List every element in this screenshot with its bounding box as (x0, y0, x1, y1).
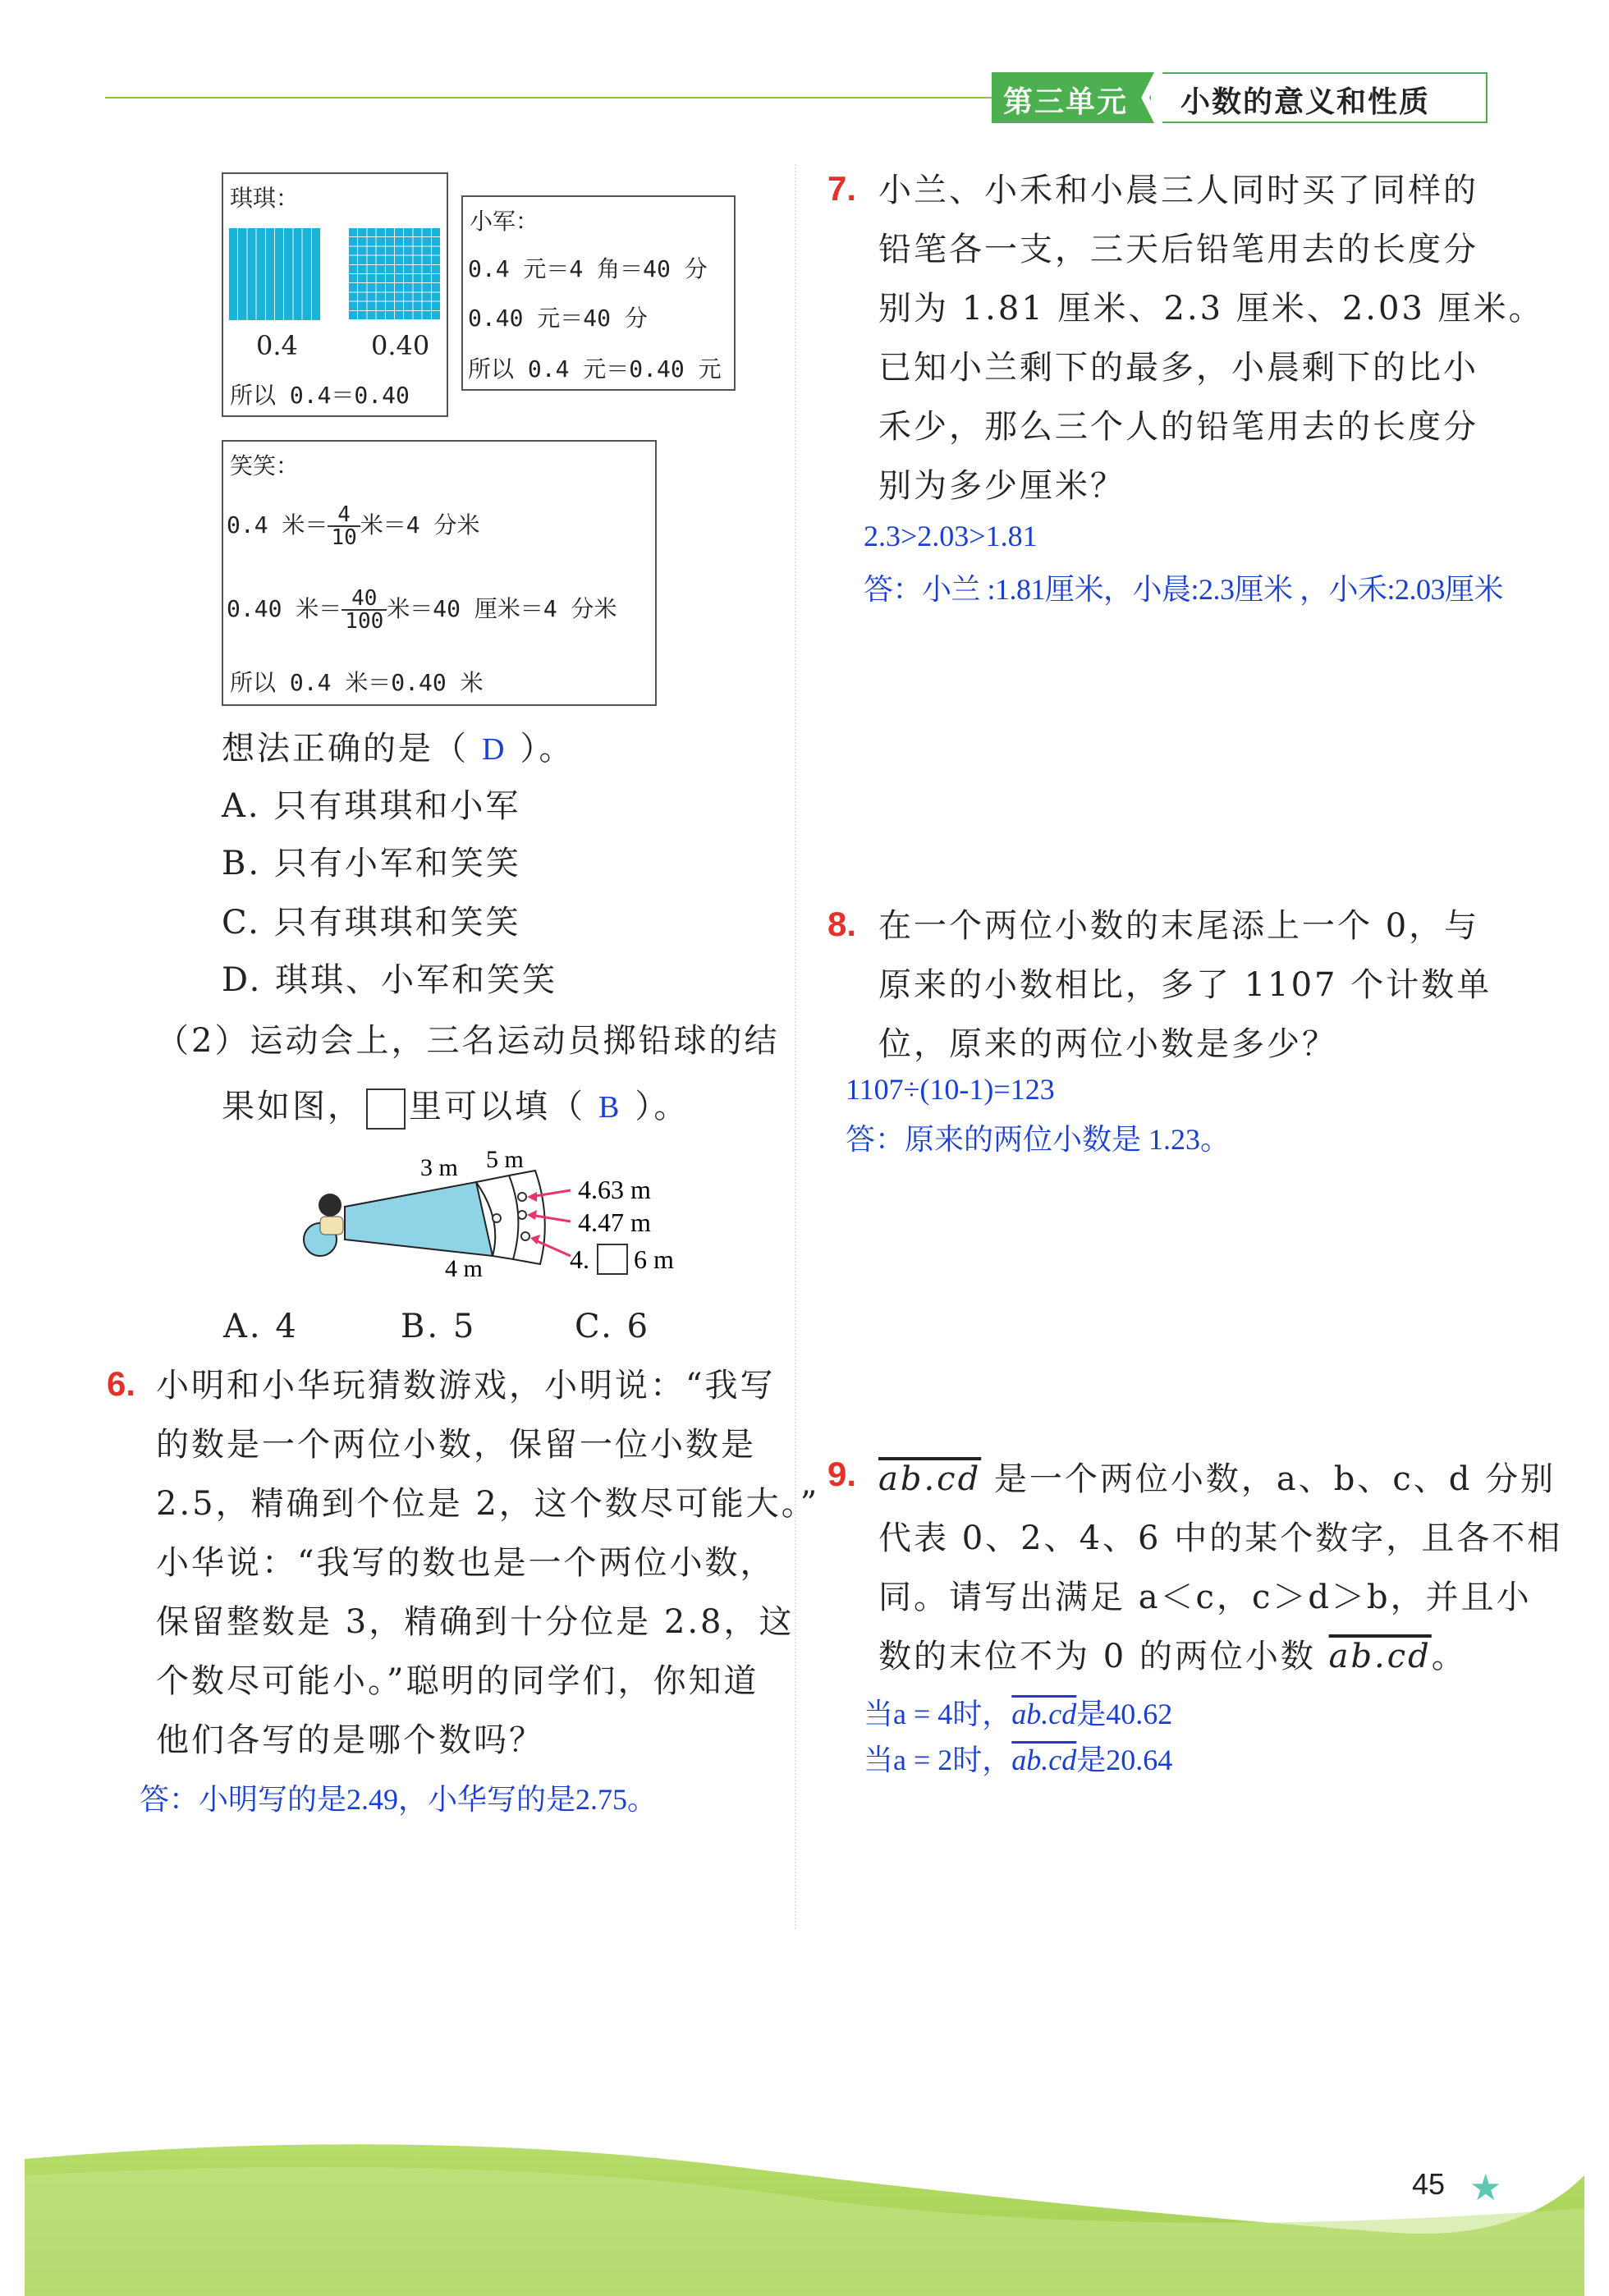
result-2: 4.47 m (578, 1208, 651, 1237)
xiaoxiao-l2-num: 40 (342, 588, 387, 611)
q5-1-option-b: B. 只有小军和笑笑 (222, 845, 521, 882)
q8-line-3: 位，原来的两位小数是多少？ (878, 1025, 1337, 1063)
q5-2-line2-post: ）。 (635, 1088, 690, 1125)
xiaojun-box (461, 195, 736, 391)
label-5m: 5 m (486, 1149, 524, 1173)
q8-number: 8. (827, 905, 857, 943)
q6-answer: 答：小明写的是2.49，小华写的是2.75。 (140, 1783, 658, 1816)
q9-answer-2 (864, 1737, 1172, 1779)
q5-2-line2-pre: 果如图， (222, 1088, 363, 1125)
athlete-body (320, 1217, 343, 1235)
xiaojun-title: 小军： (470, 208, 539, 235)
xiaojun-line3: 所以 0.4 元＝0.40 元 (468, 355, 722, 383)
q9-ans1-abcd: ab.cd (1011, 1698, 1077, 1730)
xiaoxiao-line1 (227, 504, 479, 548)
q9-ans2-abcd: ab.cd (1011, 1744, 1077, 1776)
q8-line-2: 原来的小数相比，多了 1107 个计数单 (878, 966, 1492, 1004)
q8-answer-1: 1107÷(10-1)=123 (846, 1073, 1055, 1106)
q7-line-4: 已知小兰剩下的最多，小晨剩下的比小 (878, 349, 1478, 387)
q5-1-answer: D (482, 732, 507, 767)
q9-line-3: 同。请写出满足 a＜c，c＞d＞b，并且小 (878, 1579, 1532, 1616)
q7-line-5: 禾少，那么三个人的铅笔用去的长度分 (878, 408, 1478, 446)
xiaoxiao-l1-post: 米＝4 分米 (360, 511, 480, 538)
q9-ans1-post: 是40.62 (1076, 1698, 1173, 1730)
shot-ball-4 (521, 1232, 529, 1240)
q9-line-4-post: 。 (1431, 1638, 1467, 1675)
arrowhead-2 (527, 1210, 537, 1220)
athlete-head (319, 1194, 342, 1217)
q9-ans2-pre: 当a = 2时， (864, 1744, 1012, 1776)
q5-2-line1 (156, 1011, 779, 1070)
q6-line-5: 保留整数是 3，精确到十分位是 2.8，这 (156, 1603, 795, 1641)
q5-2-blank-box (366, 1088, 406, 1130)
q6-number: 6. (107, 1364, 136, 1403)
arrowhead-1 (527, 1192, 537, 1202)
result-3-prefix: 4. (570, 1244, 589, 1274)
xiaoxiao-title: 笑笑： (230, 452, 300, 479)
q5-2-answer: B (598, 1090, 622, 1125)
q9-abcd-1: ab.cd (878, 1460, 982, 1498)
xiaoxiao-line3: 所以 0.4 米＝0.40 米 (230, 669, 484, 696)
q5-2-option-c: C. 6 (575, 1308, 651, 1345)
q8-answer-2: 答：原来的两位小数是 1.23。 (846, 1123, 1231, 1156)
q9-number: 9. (827, 1455, 857, 1493)
q9-line-2: 代表 0、2、4、6 中的某个数字，且各不相 (878, 1519, 1563, 1557)
q6-line-4: 小华说：“我写的数也是一个两位小数， (156, 1544, 776, 1582)
qiqi-right-grid (348, 228, 440, 320)
xiaojun-line2: 0.40 元＝40 分 (468, 305, 648, 332)
q9-line-1 (878, 1450, 1556, 1509)
star-icon: ★ (1469, 2167, 1502, 2209)
xiaoxiao-line2 (227, 588, 617, 632)
shot-ball-2 (518, 1211, 526, 1219)
qiqi-right-value: 0.40 (371, 330, 430, 361)
q7-line-2: 铅笔各一支，三天后铅笔用去的长度分 (878, 231, 1478, 268)
result-3-blank (598, 1244, 627, 1274)
xiaoxiao-l1-num: 4 (328, 504, 360, 527)
qiqi-left-value: 0.4 (256, 330, 298, 361)
label-3m: 3 m (420, 1154, 458, 1181)
column-divider (795, 164, 796, 1929)
header-rule (105, 97, 992, 99)
footer-grass (0, 2110, 1609, 2296)
q6-line-1: 小明和小华玩猜数游戏，小明说：“我写 (156, 1367, 776, 1405)
q9-ans2-post: 是20.64 (1076, 1744, 1173, 1776)
xiaoxiao-l1-den: 10 (331, 525, 357, 550)
shot-put-figure (287, 1149, 731, 1281)
xiaoxiao-l1-frac (328, 504, 360, 548)
q9-line-4-pre: 数的末位不为 0 的两位小数 (878, 1638, 1329, 1675)
q9-abcd-2: ab.cd (1328, 1638, 1432, 1675)
q6-line-2: 的数是一个两位小数，保留一位小数是 (156, 1426, 756, 1464)
page-number: 45 (1412, 2167, 1446, 2201)
xiaoxiao-l2-frac (342, 588, 387, 632)
q5-1-option-d: D. 琪琪、小军和笑笑 (222, 961, 558, 999)
q7-line-1: 小兰、小禾和小晨三人同时买了同样的 (878, 172, 1478, 209)
q5-2-line2 (222, 1077, 689, 1137)
q5-1-prompt-post: ）。 (520, 730, 575, 768)
q7-answer-2: 答：小兰 :1.81厘米，小晨:2.3厘米 ，小禾:2.03厘米 (864, 573, 1504, 606)
q5-1-prompt (222, 719, 574, 779)
xiaoxiao-l1-pre: 0.4 米＝ (227, 511, 328, 538)
throw-sector (345, 1182, 493, 1256)
q7-number: 7. (827, 169, 857, 208)
xiaoxiao-l2-den: 100 (345, 609, 384, 634)
q7-line-3: 别为 1.81 厘米、2.3 厘米、2.03 厘米。 (878, 290, 1544, 328)
label-4m: 4 m (445, 1255, 483, 1281)
q5-1-prompt-pre: 想法正确的是（ (222, 730, 469, 768)
shot-ball-1 (518, 1193, 526, 1201)
q5-2-line2-mid: 里可以填（ (409, 1088, 585, 1125)
unit-label: 第三单元 (1003, 85, 1129, 119)
xiaojun-line1: 0.4 元＝4 角＝40 分 (468, 255, 708, 282)
result-3-suffix: 6 m (634, 1244, 674, 1274)
unit-title: 小数的意义和性质 (1180, 85, 1431, 119)
q9-line-1-text: 是一个两位小数，a、b、c、d 分别 (981, 1460, 1556, 1498)
xiaoxiao-l2-pre: 0.40 米＝ (227, 595, 342, 622)
q5-2-num: （2） (156, 1022, 250, 1060)
arrow-3 (534, 1240, 571, 1256)
q7-answer-1: 2.3>2.03>1.81 (864, 520, 1038, 552)
q6-line-6: 个数尽可能小。”聪明的同学们，你知道 (156, 1662, 759, 1700)
q5-2-option-b: B. 5 (401, 1308, 477, 1345)
xiaoxiao-l2-post: 米＝40 厘米＝4 分米 (387, 595, 617, 622)
q9-line-4 (878, 1627, 1467, 1686)
qiqi-conclusion: 所以 0.4＝0.40 (230, 382, 410, 409)
q5-1-option-c: C. 只有琪琪和笑笑 (222, 904, 521, 942)
q8-line-1: 在一个两位小数的末尾添上一个 0，与 (878, 907, 1480, 945)
arrow-2 (530, 1215, 571, 1221)
q9-answer-1 (864, 1691, 1172, 1733)
q6-line-7: 他们各写的是哪个数吗？ (156, 1721, 544, 1759)
qiqi-title: 琪琪： (230, 185, 300, 212)
q7-line-6: 别为多少厘米？ (878, 467, 1125, 505)
q9-ans1-pre: 当a = 4时， (864, 1698, 1012, 1730)
xiaoxiao-box (222, 440, 657, 706)
q5-1-option-a: A. 只有琪琪和小军 (222, 787, 521, 825)
qiqi-box (222, 172, 448, 417)
q5-2-line1-text: 运动会上，三名运动员掷铅球的结 (250, 1022, 780, 1060)
q5-2-option-a: A. 4 (223, 1308, 299, 1345)
qiqi-left-grid (228, 228, 320, 320)
q6-line-3: 2.5，精确到个位是 2，这个数尽可能大。” (156, 1485, 820, 1523)
result-1: 4.63 m (578, 1175, 651, 1204)
shot-ball-3 (493, 1214, 501, 1222)
